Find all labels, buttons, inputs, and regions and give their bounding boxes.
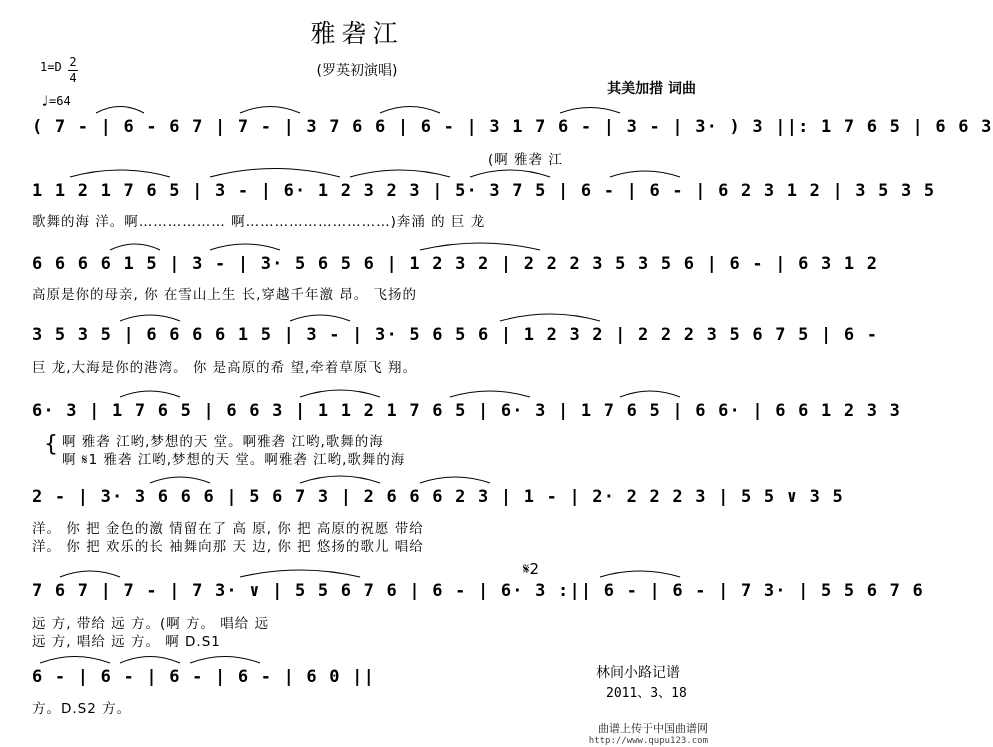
- slur-arc: [110, 244, 160, 250]
- slur-arc: [620, 391, 680, 397]
- tie-arc: [120, 657, 180, 664]
- slur-arc: [470, 170, 550, 177]
- slur-arc: [420, 243, 540, 250]
- slur-arc: [60, 571, 120, 577]
- score-system-5-notes: 6· 3 | 1 7 6 5 | 6 6 3 | 1 1 2 1 7 6 5 | 6· 3 | 1 7 6 5 | 6 6· | 6 6 1 2 3 3: [32, 401, 902, 421]
- score-system-2-lyrics: 歌舞的海 洋。啊……………… 啊…………………………)奔涌 的 巨 龙: [32, 214, 486, 230]
- segno-2-icon: 𝄋2: [523, 560, 539, 578]
- slur-arc: [70, 170, 170, 177]
- slur-arc: [420, 477, 490, 483]
- score-system-5-lyrics-verse-1: 啊 雅砻 江哟,梦想的天 堂。啊雅砻 江哟,歌舞的海: [62, 434, 384, 450]
- score-system-7-lyrics-verse-1: 远 方, 带给 远 方。(啊 方。 唱给 远: [32, 616, 270, 632]
- slur-arc: [240, 570, 360, 577]
- slur-arc: [610, 171, 680, 177]
- tie-arc: [190, 657, 260, 664]
- slur-arc: [210, 244, 280, 250]
- slur-arc: [120, 315, 180, 321]
- verse-brace: {: [44, 432, 58, 457]
- score-system-6-lyrics-verse-2: 洋。 你 把 欢乐的长 袖舞向那 天 边, 你 把 悠扬的歌儿 唱给: [32, 539, 424, 555]
- slur-arc: [560, 108, 620, 114]
- score-system-4-lyrics: 巨 龙,大海是你的港湾。 你 是高原的希 望,牵着草原飞 翔。: [32, 360, 418, 376]
- slur-arc: [500, 314, 600, 321]
- score-system-4-notes: 3 5 3 5 | 6 6 6 6 1 5 | 3 - | 3· 5 6 5 6 | 1 2 3 2 | 2 2 2 3 5 6 7 5 | 6 -: [32, 325, 879, 345]
- score-system-7-lyrics-verse-2: 远 方, 唱给 远 方。 啊 D.S1: [32, 634, 221, 650]
- slur-arc: [300, 390, 380, 397]
- score-system-6-notes: 2 - | 3· 3 6 6 6 | 5 6 7 3 | 2 6 6 6 2 3 | 1 - | 2· 2 2 2 3 | 5 5 ∨ 3 5: [32, 487, 844, 507]
- slur-arc: [240, 107, 300, 114]
- score-system-3-lyrics: 高原是你的母亲, 你 在雪山上生 长,穿越千年激 昂。 飞扬的: [32, 287, 418, 303]
- score-system-6-lyrics-verse-1: 洋。 你 把 金色的激 情留在了 高 原, 你 把 高原的祝愿 带给: [32, 521, 424, 537]
- slur-arc: [450, 391, 530, 397]
- score-system-5-lyrics-verse-2: 啊 𝄋1 雅砻 江哟,梦想的天 堂。啊雅砻 江哟,歌舞的海: [62, 452, 406, 468]
- watermark-line-1: 曲谱上传于中国曲谱网: [598, 722, 708, 735]
- performer-subtitle: (罗英初演唱): [316, 63, 398, 79]
- score-system-3-notes: 6 6 6 6 1 5 | 3 - | 3· 5 6 5 6 | 1 2 3 2 | 2 2 2 3 5 3 5 6 | 6 - | 6 3 1 2: [32, 254, 879, 274]
- transcriber-credit: 林间小路记谱: [596, 665, 680, 681]
- slur-arc: [96, 107, 144, 114]
- song-title: 雅砻江: [310, 19, 404, 48]
- score-system-8-lyrics: 方。D.S2 方。: [32, 701, 132, 717]
- slur-arc: [290, 315, 350, 321]
- slur-arc: [150, 477, 210, 483]
- slur-arc: [120, 391, 180, 397]
- tempo-value: =64: [49, 94, 71, 108]
- tie-arc: [40, 657, 110, 664]
- slur-arc: [210, 169, 340, 178]
- score-system-8-notes: 6 - | 6 - | 6 - | 6 - | 6 0 ||: [32, 667, 376, 687]
- watermark-line-2: http://www.qupu123.com: [588, 736, 708, 746]
- quarter-note-icon: ♩: [40, 92, 50, 110]
- score-system-2-notes: 1 1 2 1 7 6 5 | 3 - | 6· 1 2 3 2 3 | 5· 3 7 5 | 6 - | 6 - | 6 2 3 1 2 | 3 5 3 5: [32, 181, 936, 201]
- slur-arc: [380, 107, 440, 114]
- score-system-1-lyrics: (啊 雅砻 江: [488, 152, 563, 168]
- score-system-7-notes: 7 6 7 | 7 - | 7 3· ∨ | 5 5 6 7 6 | 6 - | 6· 3 :|| 6 - | 6 - | 7 3· | 5 5 6 7 6: [32, 581, 924, 601]
- time-signature-top: 2: [69, 55, 77, 69]
- key-signature: 1=D: [40, 60, 62, 74]
- slur-arc: [300, 476, 380, 483]
- slur-arc: [600, 571, 680, 577]
- transcription-date: 2011、3、18: [606, 686, 687, 701]
- slur-arc: [350, 170, 450, 177]
- time-signature-bottom: 4: [69, 71, 77, 85]
- composer-credit: 其美加措 词曲: [607, 81, 696, 97]
- score-system-1-notes: ( 7 - | 6 - 6 7 | 7 - | 3 7 6 6 | 6 - | 3 1 7 6 - | 3 - | 3· ) 3 ||: 1 7 6 5 | 6 6 3: [32, 117, 993, 137]
